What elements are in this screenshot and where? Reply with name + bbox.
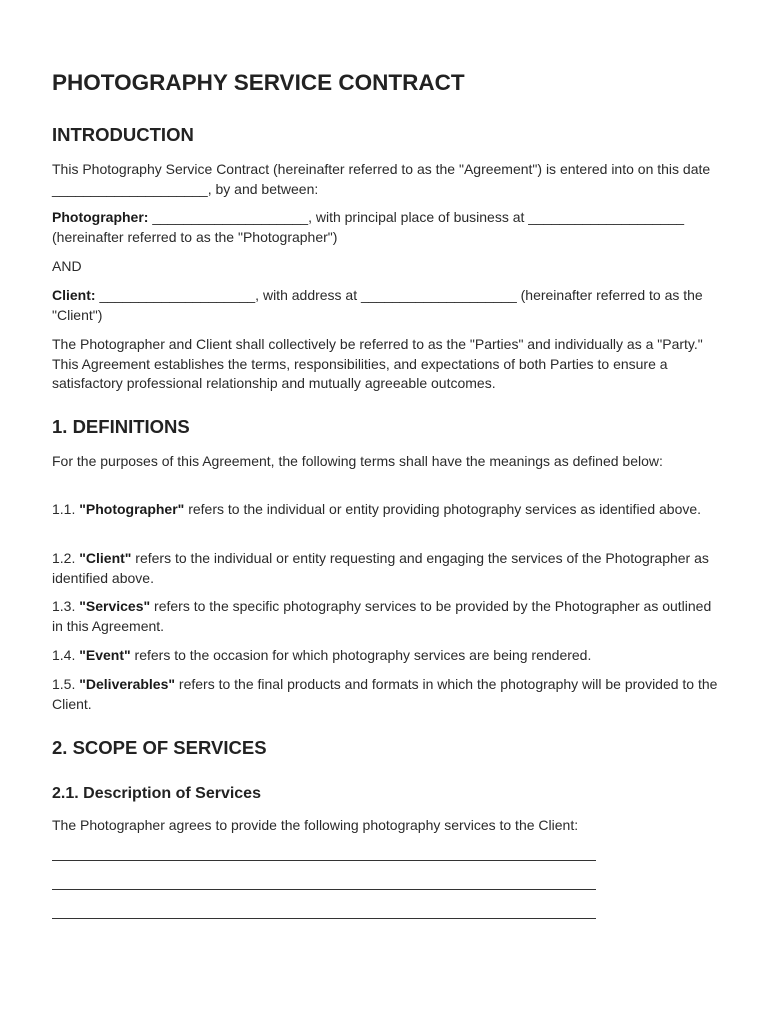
blank-fill-line (52, 889, 596, 890)
section-heading-definitions: 1. DEFINITIONS (52, 416, 190, 437)
definition-term: "Services" (79, 598, 151, 614)
definition-item (52, 500, 724, 520)
definition-item (52, 549, 724, 588)
and-text: AND (52, 258, 82, 274)
photographer-paragraph (52, 208, 724, 247)
document-title: PHOTOGRAPHY SERVICE CONTRACT (52, 70, 465, 95)
definition-text: refers to the individual or entity providing photography services as identified above. (184, 501, 702, 517)
definition-number: 1.4. (52, 647, 80, 663)
blank-fill-line (52, 918, 596, 919)
definition-text: refers to the occasion for which photography services are being rendered. (130, 647, 592, 663)
definition-term: "Deliverables" (79, 676, 176, 692)
client-label: Client: (52, 287, 96, 303)
client-text: ____________________, with address at ____________________ (hereinafter referred to as the "Client") (52, 287, 703, 323)
definition-text: refers to the individual or entity requesting and engaging the services of the Photographer as identified above. (52, 550, 709, 586)
blank-fill-line (52, 860, 596, 861)
scope-intro: The Photographer agrees to provide the following photography services to the Client: (52, 817, 579, 833)
definition-number: 1.5. (52, 676, 80, 692)
intro-paragraph: This Photography Service Contract (hereinafter referred to as the "Agreement") is entered into on this date ____________________, by and between: (52, 161, 711, 197)
photographer-label: Photographer: (52, 209, 149, 225)
definition-term: "Event" (79, 647, 131, 663)
definition-text: refers to the specific photography services to be provided by the Photographer as outlined in this Agreement. (52, 598, 712, 634)
definition-item (52, 597, 724, 636)
definition-item (52, 646, 724, 666)
definition-term: "Client" (79, 550, 132, 566)
parties-paragraph: The Photographer and Client shall collectively be referred to as the "Parties" and individually as a "Party." This Agreement establishes the terms, responsibilities, and expectations of both Parties to ensure a satisfactory professional relationship and mutually agreeable outcomes. (52, 336, 703, 391)
section-heading-scope: 2. SCOPE OF SERVICES (52, 737, 267, 758)
definition-number: 1.2. (52, 550, 80, 566)
client-paragraph (52, 286, 724, 325)
definition-term: "Photographer" (79, 501, 185, 517)
definition-number: 1.1. (52, 501, 80, 517)
definition-number: 1.3. (52, 598, 80, 614)
definitions-intro: For the purposes of this Agreement, the following terms shall have the meanings as defined below: (52, 453, 663, 469)
definition-text: refers to the final products and formats in which the photography will be provided to the Client. (52, 676, 718, 712)
subsection-heading-description: 2.1. Description of Services (52, 785, 261, 802)
section-heading-introduction: INTRODUCTION (52, 124, 194, 145)
photographer-text: ____________________, with principal place of business at ____________________ (hereinafter referred to as the "Photographer") (52, 209, 685, 245)
definition-item (52, 675, 724, 714)
